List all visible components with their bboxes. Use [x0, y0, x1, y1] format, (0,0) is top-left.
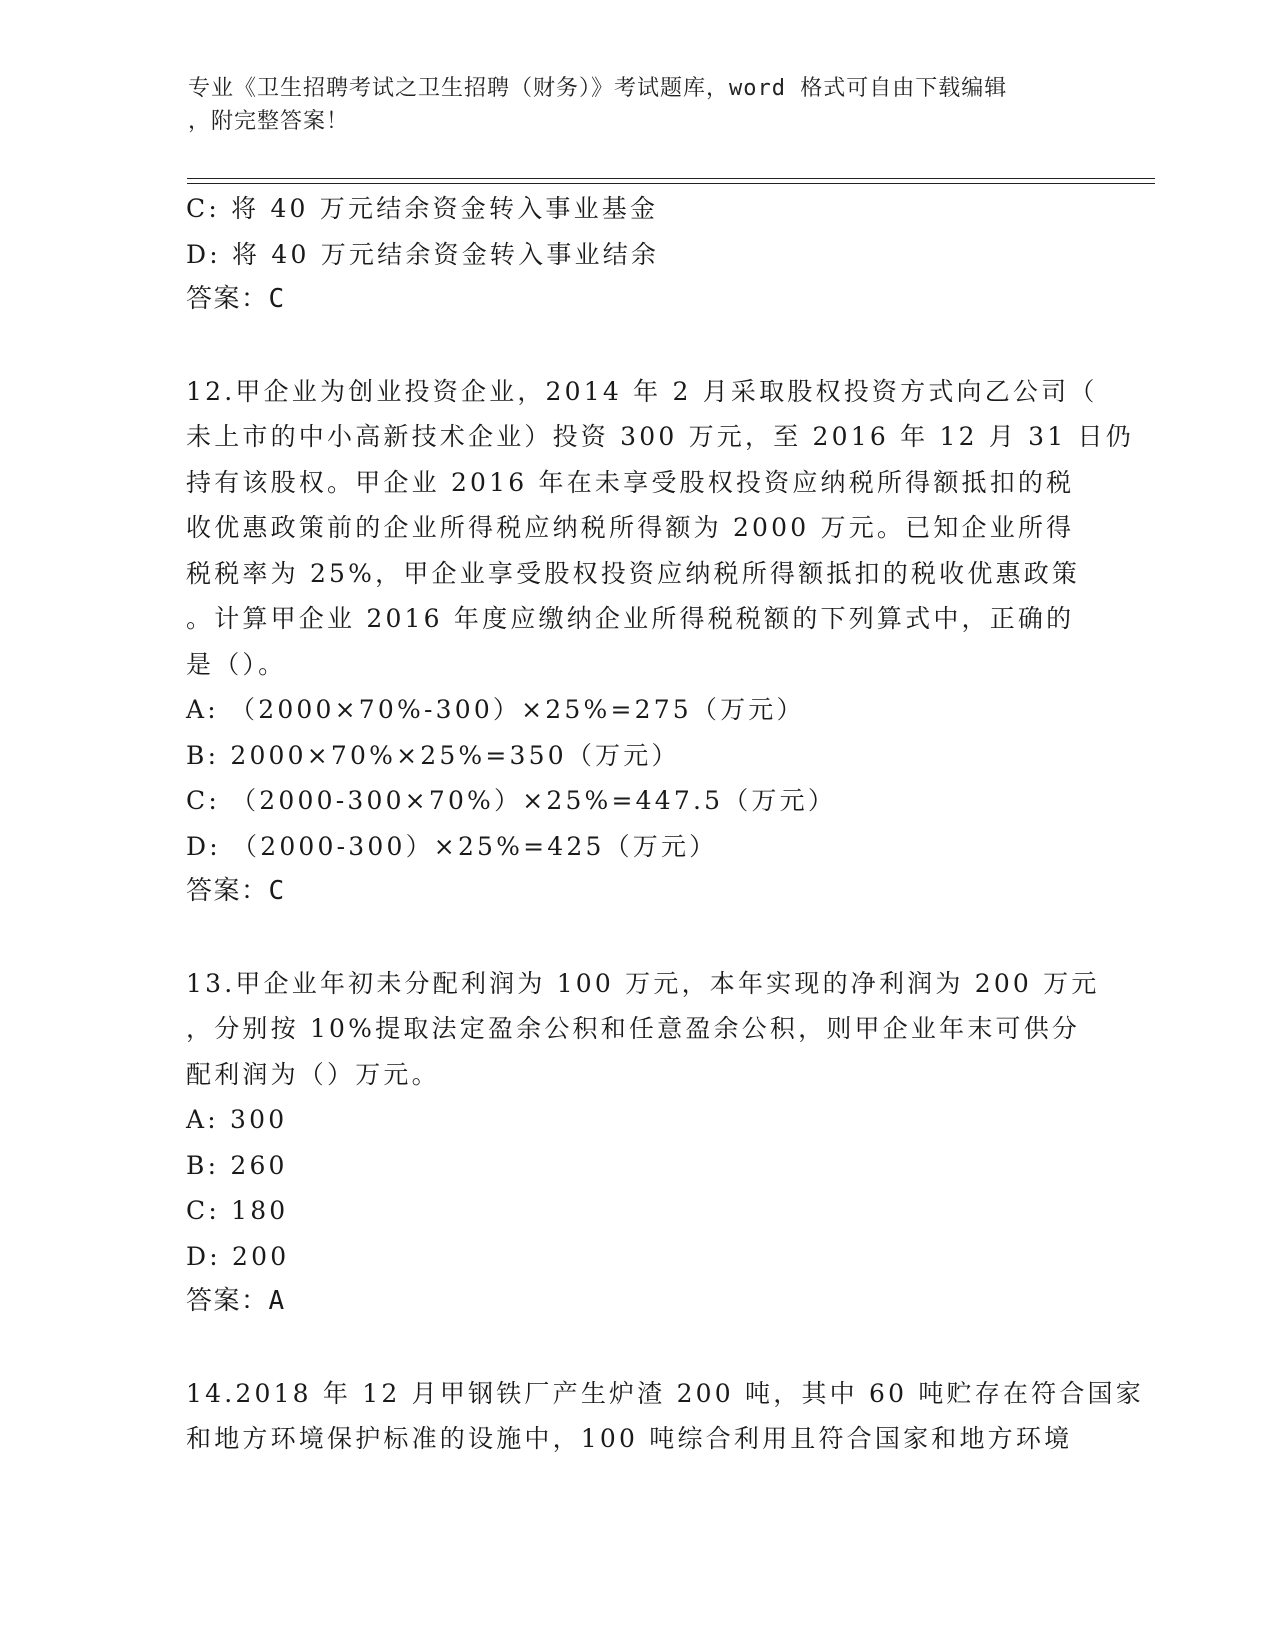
- question-spacer: [186, 915, 1086, 961]
- question-spacer: [186, 1325, 1086, 1371]
- q12-stem-line: 持有该股权。甲企业 2016 年在未享受股权投资应纳税所得额抵扣的税: [186, 467, 1075, 497]
- question-14: [186, 1371, 1144, 1462]
- q12-answer: 答案：C: [186, 876, 286, 906]
- prev-answer: 答案：C: [186, 284, 286, 314]
- q12-option-d: D: （2000-300）×25%=425（万元）: [186, 831, 718, 861]
- q12-stem-line: 税税率为 25%，甲企业享受股权投资应纳税所得额抵扣的税收优惠政策: [186, 558, 1081, 588]
- q12-stem-line: 是（）。: [186, 649, 287, 679]
- q12-stem-line: 12.甲企业为创业投资企业，2014 年 2 月采取股权投资方式向乙公司（: [186, 376, 1098, 406]
- question-13: [186, 961, 1100, 1325]
- q13-option-a: A: 300: [186, 1105, 288, 1134]
- header-line-2: ，附完整答案！: [188, 109, 350, 134]
- q13-stem-line: ，分别按 10%提取法定盈余公积和任意盈余公积，则甲企业年末可供分: [186, 1014, 1081, 1043]
- header-divider-bottom: [187, 183, 1155, 184]
- header-divider-top: [187, 178, 1155, 179]
- q12-stem-line: 。计算甲企业 2016 年度应缴纳企业所得税税额的下列算式中，正确的: [186, 604, 1075, 633]
- prev-option-c: C: 将 40 万元结余资金转入事业基金: [186, 194, 659, 223]
- q12-option-a: A: （2000×70%-300）×25%=275（万元）: [186, 695, 805, 724]
- question-spacer: [186, 323, 1086, 369]
- q13-option-c: C: 180: [186, 1196, 289, 1225]
- q12-option-c: C: （2000-300×70%）×25%=447.5（万元）: [186, 786, 837, 815]
- q13-option-b: B: 260: [186, 1150, 288, 1180]
- header-line-1: 专业《卫生招聘考试之卫生招聘（财务）》考试题库，word 格式可自由下载编辑: [188, 76, 1008, 101]
- prev-option-d: D: 将 40 万元结余资金转入事业结余: [186, 239, 660, 269]
- q13-stem-line: 配利润为（）万元。: [186, 1059, 440, 1089]
- question-12: [186, 369, 1134, 915]
- q12-stem-line: 未上市的中小高新技术企业）投资 300 万元，至 2016 年 12 月 31 日仍: [186, 422, 1134, 451]
- q14-stem-line: 14.2018 年 12 月甲钢铁厂产生炉渣 200 吨，其中 60 吨贮存在符合国家: [186, 1378, 1144, 1408]
- document-header: [188, 72, 1088, 138]
- q13-answer: 答案：A: [186, 1286, 286, 1316]
- q12-option-b: B: 2000×70%×25%=350（万元）: [186, 740, 680, 770]
- q12-stem-line: 收优惠政策前的企业所得税应纳税所得额为 2000 万元。已知企业所得: [186, 513, 1075, 542]
- q13-stem-line: 13.甲企业年初未分配利润为 100 万元，本年实现的净利润为 200 万元: [186, 968, 1100, 998]
- q14-stem-line: 和地方环境保护标准的设施中，100 吨综合利用且符合国家和地方环境: [186, 1424, 1073, 1453]
- q13-option-d: D: 200: [186, 1241, 290, 1271]
- document-body: [186, 186, 1144, 1462]
